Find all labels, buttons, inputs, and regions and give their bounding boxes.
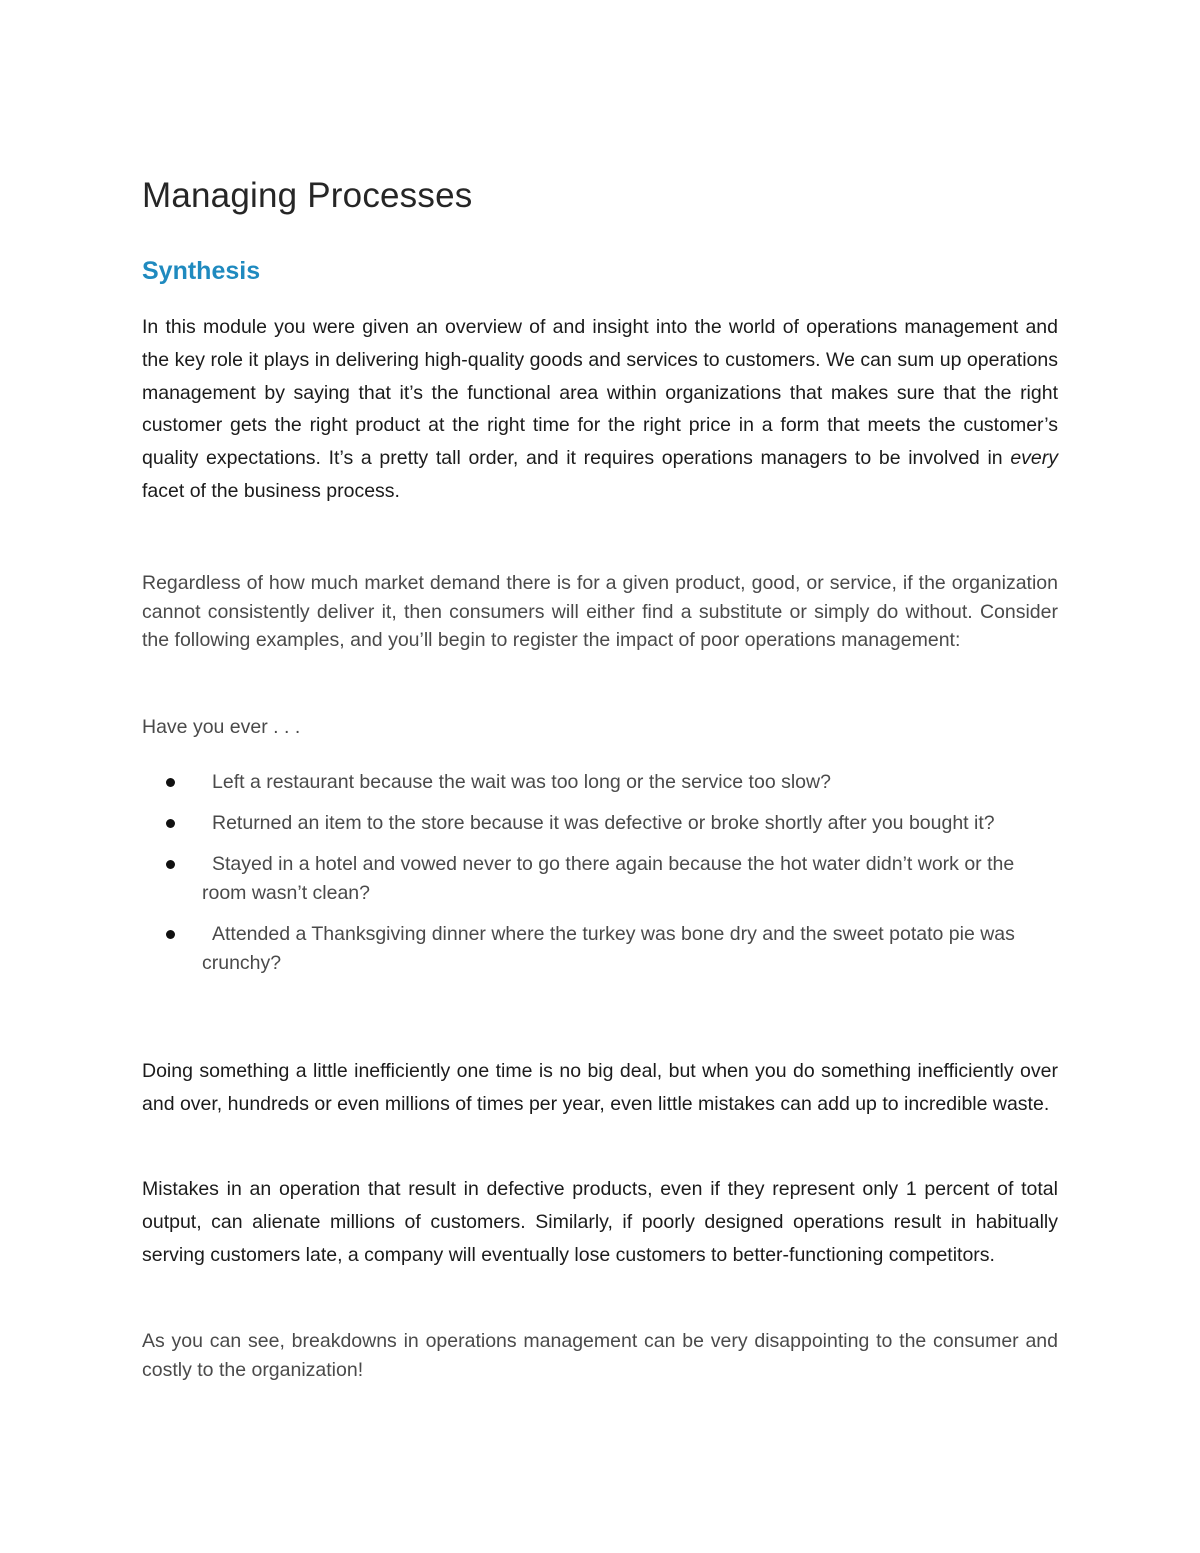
list-item [142, 920, 1058, 977]
conclusion-paragraph: As you can see, breakdowns in operations management can be very disappointing to the consumer and costly to the organization! [142, 1330, 1058, 1381]
bullet-icon [166, 778, 175, 787]
intro-text-start: In this module you were given an overview of and insight into the world of operations management and the key role it plays in delivering high-quality goods and services to customers. We can sum up operations management by saying that it’s the functional area within organizations that makes sure that the right customer gets the right product at the right time for the right price in a form that meets the customer’s quality expectations. It’s a pretty tall order, and it requires operations managers to be involved in [142, 316, 1058, 470]
list-item-text: Stayed in a hotel and vowed never to go there again because the hot water didn’t work or the room wasn’t clean? [202, 853, 1015, 905]
bullet-icon [166, 860, 175, 869]
list-item-text: Left a restaurant because the wait was too long or the service too slow? [212, 771, 831, 793]
lead-in-text: Have you ever . . . [142, 716, 301, 738]
list-item [142, 809, 1058, 838]
intro-paragraph [142, 311, 1058, 508]
list-item [142, 768, 1058, 797]
emphasis-word: every [1010, 447, 1058, 470]
list-item-text: Returned an item to the store because it was defective or broke shortly after you bought it? [212, 812, 995, 835]
page-title: Managing Processes [142, 176, 473, 215]
intro-text-end: facet of the business process. [142, 479, 400, 502]
mistakes-paragraph: Mistakes in an operation that result in defective products, even if they represent only 1 percent of total output, can alienate millions of customers. Similarly, if poorly designed operations result in habitually serving customers late, a company will eventually lose customers to better-functioning competitors. [142, 1178, 1058, 1266]
list-item-text: Attended a Thanksgiving dinner where the turkey was bone dry and the sweet potato pie was crunchy? [202, 923, 1015, 975]
examples-list [142, 768, 1058, 990]
bullet-icon [166, 930, 175, 939]
bullet-icon [166, 819, 175, 828]
inefficiency-paragraph: Doing something a little inefficiently one time is no big deal, but when you do something inefficiently over and over, hundreds or even millions of times per year, even little mistakes can add up to incredible waste. [142, 1060, 1058, 1115]
demand-paragraph: Regardless of how much market demand there is for a given product, good, or service, if the organization cannot consistently deliver it, then consumers will either find a substitute or simply do without. Consider the following examples, and you’ll begin to register the impact of poor operations management: [142, 572, 1058, 652]
section-heading: Synthesis [142, 257, 261, 285]
list-item [142, 850, 1058, 907]
